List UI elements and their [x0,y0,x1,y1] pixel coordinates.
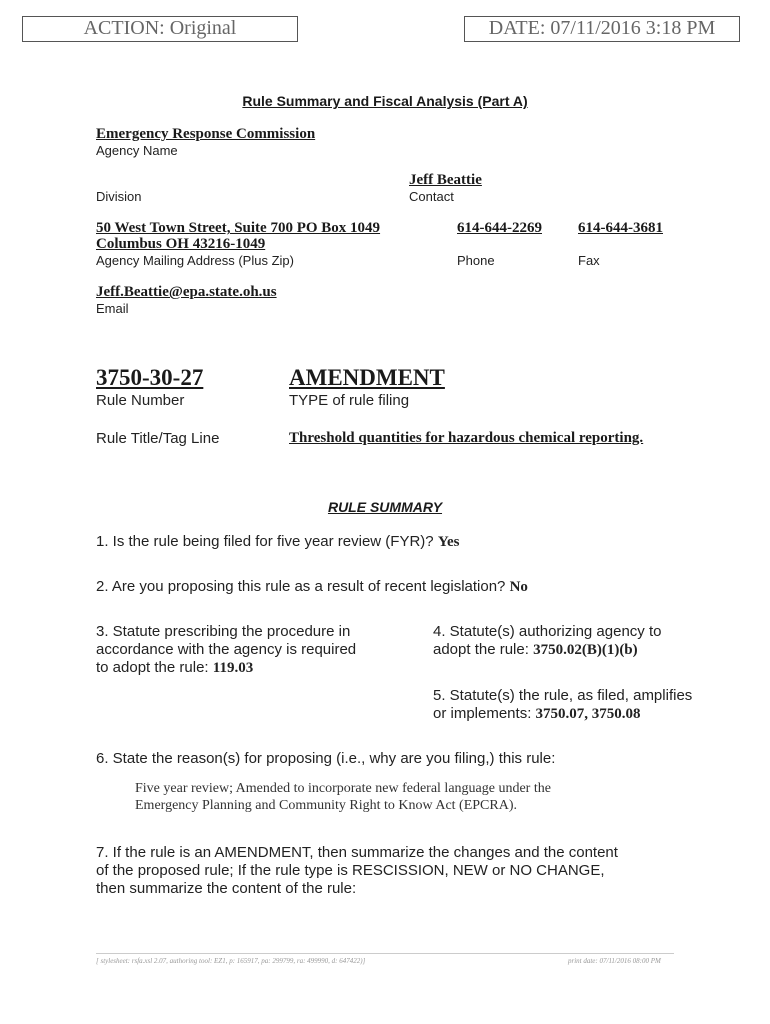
question-5-text: or implements: [433,705,532,722]
question-7-line3: then summarize the content of the rule: [96,880,357,897]
question-2 [96,578,528,596]
question-4-text: adopt the rule: [433,641,529,658]
date-text: DATE: 07/11/2016 3:18 PM [488,17,716,39]
address-line1: 50 West Town Street, Suite 700 PO Box 1049 [96,220,381,236]
rule-title-value: Threshold quantities for hazardous chemical reporting. [289,430,644,446]
rule-summary-heading: RULE SUMMARY [327,499,443,515]
rule-number: 3750-30-27 [96,365,204,390]
answer-3: 119.03 [212,660,254,676]
question-7-line2: of the proposed rule; If the rule type is RESCISSION, NEW or NO CHANGE, [96,862,605,879]
question-3-line1: 3. Statute prescribing the procedure in [96,623,351,640]
rule-type-label: TYPE of rule filing [289,392,410,409]
question-7-line1: 7. If the rule is an AMENDMENT, then summarize the changes and the content [96,844,618,861]
question-5-line2 [433,705,641,723]
agency-name-value: Emergency Response Commission [96,126,316,142]
division-label: Division [96,189,142,204]
question-3-text: to adopt the rule: [96,659,209,676]
contact-value: Jeff Beattie [409,172,482,188]
phone-value: 614-644-2269 [457,220,542,236]
email-value: Jeff.Beattie@epa.state.oh.us [96,284,277,300]
answer-5: 3750.07, 3750.08 [535,706,641,722]
email-label: Email [96,301,129,316]
phone-label: Phone [457,253,495,268]
action-box [22,16,298,42]
question-1 [96,533,459,551]
rule-number-label: Rule Number [96,392,185,409]
question-4-line1: 4. Statute(s) authorizing agency to [433,623,662,640]
footer-rule [96,953,674,954]
rule-title-label: Rule Title/Tag Line [96,430,220,447]
footer-print-date: print date: 07/11/2016 08:00 PM [568,957,661,965]
question-5-line1: 5. Statute(s) the rule, as filed, amplifies [433,687,693,704]
answer-6-line1: Five year review; Amended to incorporate new federal language under the [135,781,551,796]
fax-value: 614-644-3681 [578,220,663,236]
question-6: 6. State the reason(s) for proposing (i.e., why are you filing,) this rule: [96,750,556,767]
action-text: ACTION: Original [83,17,237,39]
address-line2: Columbus OH 43216-1049 [96,236,266,252]
rule-type: AMENDMENT [289,365,445,390]
contact-label: Contact [409,189,454,204]
question-3-line2: accordance with the agency is required [96,641,357,658]
answer-4: 3750.02(B)(1)(b) [533,642,638,658]
answer-1: Yes [437,534,460,550]
address-label: Agency Mailing Address (Plus Zip) [96,253,294,268]
question-2-text: 2. Are you proposing this rule as a result of recent legislation? [96,578,506,595]
page-title: Rule Summary and Fiscal Analysis (Part A) [242,93,528,109]
question-1-text: 1. Is the rule being filed for five year review (FYR)? [96,533,434,550]
question-3-line3 [96,659,253,677]
answer-6-line2: Emergency Planning and Community Right to Know Act (EPCRA). [135,798,517,813]
fax-label: Fax [578,253,600,268]
date-box [464,16,740,42]
question-4-line2 [433,641,638,659]
answer-2: No [509,579,528,595]
agency-name-label: Agency Name [96,143,178,158]
footer-stylesheet-info: [ stylesheet: rsfa.xsl 2.07, authoring tool: EZ1, p: 165917, pa: 299799, ra: 499990, d: 647422)] [96,957,366,965]
